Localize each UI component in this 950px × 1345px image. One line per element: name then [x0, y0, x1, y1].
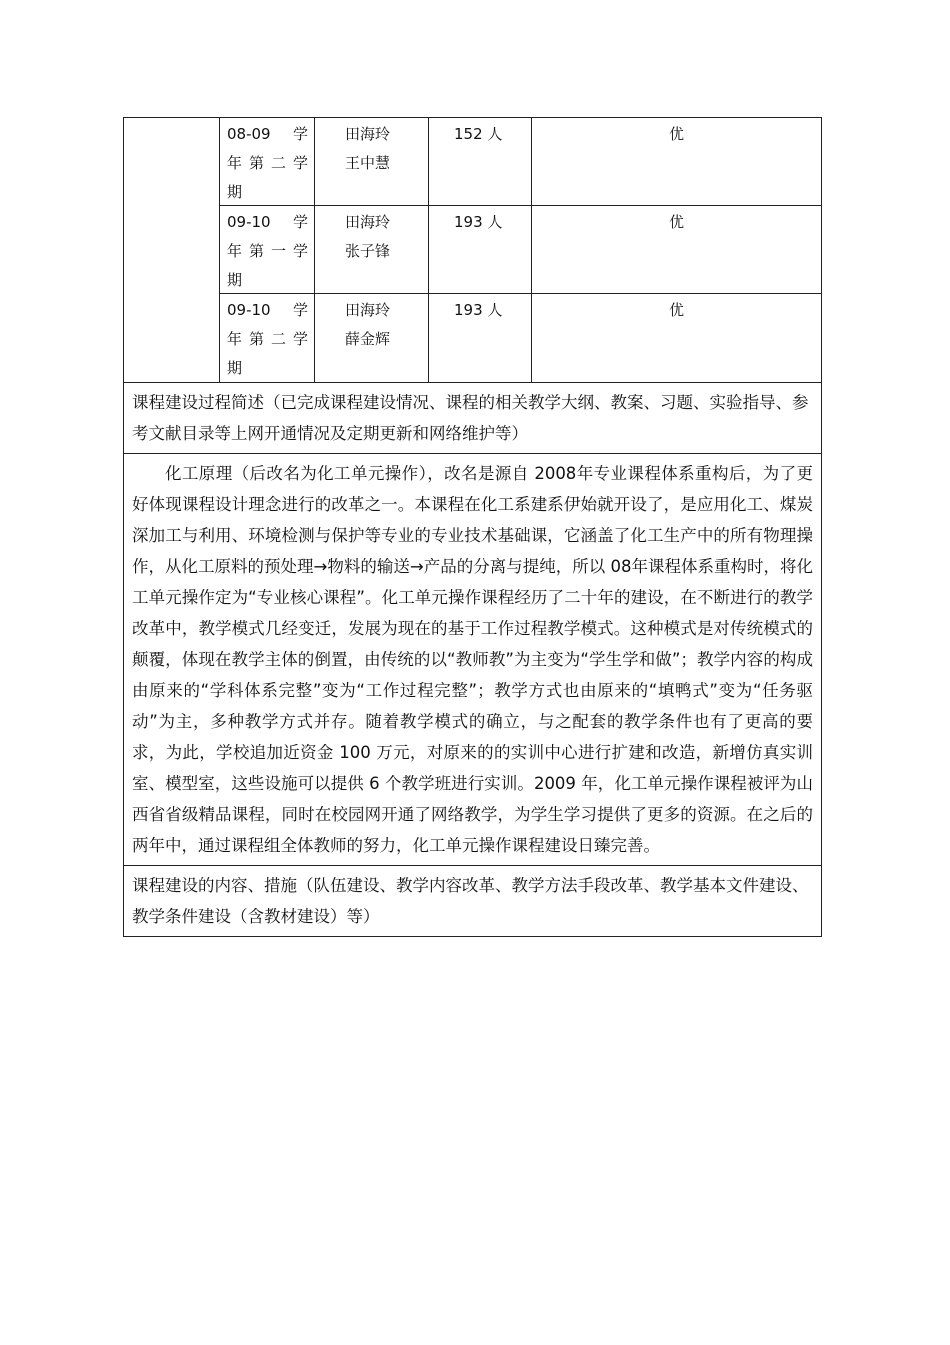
- section-body-row: [124, 454, 821, 866]
- student-count-cell: 152 人: [429, 118, 532, 205]
- term-cell: [220, 118, 315, 205]
- teacher-cell: [315, 294, 429, 382]
- term-cell: [220, 206, 315, 293]
- term-char: 学: [292, 125, 308, 143]
- left-merged-cell: [124, 118, 220, 382]
- teacher-name: 薛金辉: [345, 330, 391, 348]
- term-code: 09-10: [227, 301, 271, 319]
- table-row: [220, 118, 821, 206]
- term-line: 期: [227, 271, 243, 289]
- term-code: 09-10: [227, 213, 271, 231]
- table-row: [220, 294, 821, 382]
- term-line: 年第一学: [227, 242, 308, 260]
- term-line: 期: [227, 359, 243, 377]
- term-row-group: [124, 118, 821, 383]
- student-count-cell: 193 人: [429, 294, 532, 382]
- section-body-process: 化工原理（后改名为化工单元操作），改名是源自 2008年专业课程体系重构后，为了更好体现课程设计理念进行的改革之一。本课程在化工系建系伊始就开设了，是应用化工、煤炭深加工与利用、环境检测与保护等专业的专业技术基础课，它涵盖了化工生产中的所有物理操作，从化工原料的预处理→物料的输送→产品的分离与提纯，所以 08年课程体系重构时，将化工单元操作定为“专业核心课程”。化工单元操作课程经历了二十年的建设，在不断进行的教学改革中，教学模式几经变迁，发展为现在的基于工作过程教学模式。这种模式是对传统模式的颠覆，体现在教学主体的倒置，由传统的以“教师教”为主变为“学生学和做”；教学内容的构成由原来的“学科体系完整”变为“工作过程完整”；教学方式也由原来的“填鸭式”变为“任务驱动”为主，多种教学方式并存。随着教学模式的确立，与之配套的教学条件也有了更高的要求，为此，学校追加近资金 100 万元，对原来的的实训中心进行扩建和改造，新增仿真实训室、模型室，这些设施可以提供 6 个教学班进行实训。2009 年，化工单元操作课程被评为山西省省级精品课程，同时在校园网开通了网络教学，为学生学习提供了更多的资源。在之后的两年中，通过课程组全体教师的努力，化工单元操作课程建设日臻完善。: [132, 464, 813, 855]
- teacher-name: 田海玲: [345, 125, 391, 143]
- teacher-name: 田海玲: [345, 301, 391, 319]
- section-heading-content: 课程建设的内容、措施（队伍建设、教学内容改革、教学方法手段改革、教学基本文件建设、教学条件建设（含教材建设）等）: [132, 876, 809, 926]
- term-rows: [220, 118, 821, 382]
- section-heading-row: [124, 866, 821, 936]
- rating-cell: 优: [668, 125, 684, 143]
- rating-cell: 优: [668, 213, 684, 231]
- course-table: [123, 117, 822, 937]
- rating-cell: 优: [668, 301, 684, 319]
- teacher-name: 张子锋: [345, 242, 391, 260]
- term-cell: [220, 294, 315, 382]
- teacher-name: 田海玲: [345, 213, 391, 231]
- term-line: 期: [227, 183, 243, 201]
- term-char: 学: [292, 301, 308, 319]
- term-line: 年第二学: [227, 154, 308, 172]
- section-heading-process: 课程建设过程简述（已完成课程建设情况、课程的相关教学大纲、教案、习题、实验指导、参考文献目录等上网开通情况及定期更新和网络维护等）: [132, 393, 809, 443]
- teacher-cell: [315, 206, 429, 293]
- table-row: [220, 206, 821, 294]
- section-heading-row: [124, 383, 821, 454]
- term-char: 学: [292, 213, 308, 231]
- term-code: 08-09: [227, 125, 271, 143]
- student-count-cell: 193 人: [429, 206, 532, 293]
- teacher-cell: [315, 118, 429, 205]
- teacher-name: 王中慧: [345, 154, 391, 172]
- term-line: 年第二学: [227, 330, 308, 348]
